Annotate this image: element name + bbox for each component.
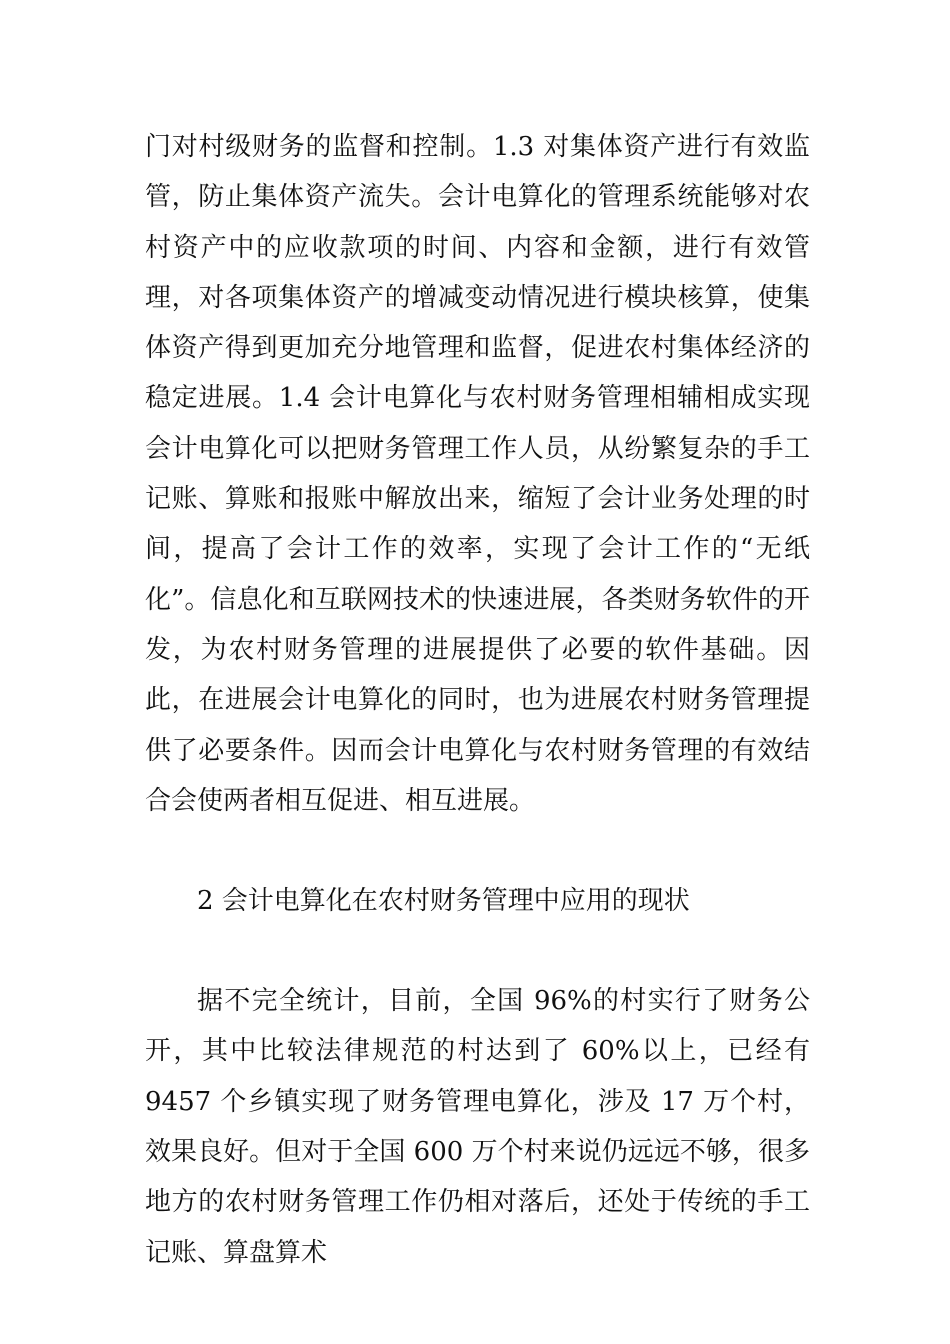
body-paragraph: 门对村级财务的监督和控制。1.3 对集体资产进行有效监管，防止集体资产流失。会计电算化的管理系统能够对农村资产中的应收款项的时间、内容和金额，进行有效管理，对各项集体资产的增减变动情况进行模块核算，使集体资产得到更加充分地管理和监督，促进农村集体经济的稳定进展。1.4 会计电算化与农村财务管理相辅相成实现会计电算化可以把财务管理工作人员，从纷繁复杂的手工记账、算账和报账中解放出来，缩短了会计业务处理的时间，提高了会计工作的效率，实现了会计工作的“无纸化”。信息化和互联网技术的快速进展，各类财务软件的开发，为农村财务管理的进展提供了必要的软件基础。因此，在进展会计电算化的同时，也为进展农村财务管理提供了必要条件。因而会计电算化与农村财务管理的有效结合会使两者相互促进、相互进展。 <box>145 132 810 816</box>
document-body <box>145 122 819 1278</box>
body-paragraph: 据不完全统计，目前，全国 96%的村实行了财务公开，其中比较法律规范的村达到了 60%以上，已经有 9457 个乡镇实现了财务管理电算化，涉及 17 万个村，效果良好。但对于全国 600 万个村来说仍远远不够，很多地方的农村财务管理工作仍相对落后，还处于传统的手工记账、算盘算术 <box>145 986 819 1268</box>
section-heading: 2 会计电算化在农村财务管理中应用的现状 <box>197 886 690 917</box>
